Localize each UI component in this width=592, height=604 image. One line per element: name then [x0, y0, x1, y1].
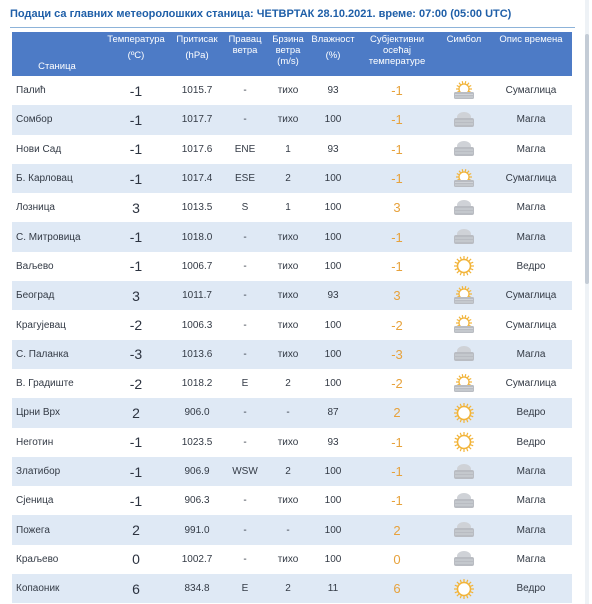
feels-like-cell: -1 [356, 135, 438, 164]
col-header-temp: Температура (ºC) [102, 32, 170, 76]
feels-like-cell: -1 [356, 457, 438, 486]
wind-speed-cell: тихо [266, 76, 310, 105]
station-cell: Пожега [12, 515, 102, 544]
humidity-cell: 93 [310, 428, 356, 457]
pressure-cell: 1013.5 [170, 193, 224, 222]
table-row [12, 574, 572, 603]
description-cell: Магла [490, 515, 572, 544]
symbol-cell [438, 281, 490, 310]
sun-icon [451, 255, 477, 277]
pressure-cell: 906.3 [170, 486, 224, 515]
wind-direction-cell: - [224, 310, 266, 339]
temperature-cell: -1 [102, 76, 170, 105]
temperature-cell: -1 [102, 457, 170, 486]
symbol-cell [438, 340, 490, 369]
pressure-cell: 906.9 [170, 457, 224, 486]
temperature-cell: -1 [102, 164, 170, 193]
humidity-cell: 93 [310, 76, 356, 105]
feels-like-cell: 3 [356, 281, 438, 310]
wind-direction-cell: - [224, 105, 266, 134]
wind-direction-cell: S [224, 193, 266, 222]
feels-like-cell: -1 [356, 76, 438, 105]
wind-direction-cell: - [224, 515, 266, 544]
table-row [12, 515, 572, 544]
table-row [12, 135, 572, 164]
humidity-cell: 100 [310, 545, 356, 574]
wind-speed-cell: 2 [266, 574, 310, 603]
feels-like-cell: -1 [356, 105, 438, 134]
fog-icon [451, 109, 477, 131]
wind-speed-cell: тихо [266, 310, 310, 339]
sun-icon [451, 402, 477, 424]
pressure-cell: 1006.3 [170, 310, 224, 339]
humidity-cell: 100 [310, 164, 356, 193]
station-cell: Палић [12, 76, 102, 105]
fog-icon [451, 461, 477, 483]
humidity-cell: 11 [310, 574, 356, 603]
symbol-cell [438, 135, 490, 164]
symbol-cell [438, 222, 490, 251]
pressure-cell: 1018.0 [170, 222, 224, 251]
col-header-wind-speed: Брзина ветра (m/s) [266, 32, 310, 76]
description-cell: Магла [490, 340, 572, 369]
humidity-cell: 100 [310, 252, 356, 281]
description-cell: Магла [490, 545, 572, 574]
table-row [12, 281, 572, 310]
table-row [12, 193, 572, 222]
pressure-cell: 1017.6 [170, 135, 224, 164]
temperature-cell: 3 [102, 281, 170, 310]
description-cell: Сумаглица [490, 281, 572, 310]
symbol-cell [438, 486, 490, 515]
temperature-cell: 2 [102, 398, 170, 427]
feels-like-cell: 2 [356, 398, 438, 427]
humidity-cell: 93 [310, 135, 356, 164]
description-cell: Магла [490, 457, 572, 486]
symbol-cell [438, 574, 490, 603]
station-cell: Краљево [12, 545, 102, 574]
table-row [12, 398, 572, 427]
wind-speed-cell: тихо [266, 340, 310, 369]
symbol-cell [438, 545, 490, 574]
description-cell: Сумаглица [490, 164, 572, 193]
description-cell: Ведро [490, 574, 572, 603]
description-cell: Ведро [490, 252, 572, 281]
symbol-cell [438, 76, 490, 105]
symbol-cell [438, 398, 490, 427]
description-cell: Магла [490, 486, 572, 515]
pressure-cell: 1018.2 [170, 369, 224, 398]
feels-like-cell: -1 [356, 222, 438, 251]
title-divider [10, 27, 575, 28]
description-cell: Магла [490, 135, 572, 164]
page-title: Подаци са главних метеоролошких станица: ЧЕТВРТАК 28.10.2021. време: 07:00 (05:00 UTC) [10, 8, 512, 20]
haze-icon [451, 373, 477, 395]
table-row [12, 222, 572, 251]
pressure-cell: 834.8 [170, 574, 224, 603]
wind-direction-cell: - [224, 428, 266, 457]
station-cell: Копаоник [12, 574, 102, 603]
feels-like-cell: 6 [356, 574, 438, 603]
humidity-cell: 100 [310, 457, 356, 486]
table-header-row [12, 32, 572, 76]
wind-direction-cell: - [224, 545, 266, 574]
temperature-cell: 0 [102, 545, 170, 574]
scrollbar-thumb[interactable] [585, 34, 589, 284]
table-row [12, 76, 572, 105]
symbol-cell [438, 457, 490, 486]
temperature-cell: -2 [102, 369, 170, 398]
station-cell: Ваљево [12, 252, 102, 281]
description-cell: Сумаглица [490, 369, 572, 398]
wind-speed-cell: 1 [266, 135, 310, 164]
table-row [12, 105, 572, 134]
wind-direction-cell: - [224, 281, 266, 310]
wind-direction-cell: - [224, 76, 266, 105]
station-cell: Црни Врх [12, 398, 102, 427]
table-row [12, 252, 572, 281]
wind-speed-cell: - [266, 515, 310, 544]
col-header-symbol: Симбол [438, 32, 490, 76]
pressure-cell: 1006.7 [170, 252, 224, 281]
humidity-cell: 100 [310, 486, 356, 515]
wind-direction-cell: E [224, 574, 266, 603]
symbol-cell [438, 310, 490, 339]
pressure-cell: 1002.7 [170, 545, 224, 574]
station-cell: Неготин [12, 428, 102, 457]
feels-like-cell: 0 [356, 545, 438, 574]
temperature-cell: -2 [102, 310, 170, 339]
wind-speed-cell: тихо [266, 545, 310, 574]
temperature-cell: -1 [102, 252, 170, 281]
station-cell: Златибор [12, 457, 102, 486]
fog-icon [451, 226, 477, 248]
symbol-cell [438, 252, 490, 281]
feels-like-cell: -1 [356, 164, 438, 193]
description-cell: Ведро [490, 398, 572, 427]
weather-table [12, 32, 572, 603]
table-row [12, 340, 572, 369]
humidity-cell: 100 [310, 340, 356, 369]
feels-like-cell: -3 [356, 340, 438, 369]
station-cell: Нови Сад [12, 135, 102, 164]
wind-direction-cell: ESE [224, 164, 266, 193]
symbol-cell [438, 164, 490, 193]
description-cell: Ведро [490, 428, 572, 457]
col-header-desc: Опис времена [490, 32, 572, 76]
wind-direction-cell: WSW [224, 457, 266, 486]
fog-icon [451, 490, 477, 512]
wind-speed-cell: 1 [266, 193, 310, 222]
station-cell: Сјеница [12, 486, 102, 515]
humidity-cell: 100 [310, 310, 356, 339]
wind-speed-cell: тихо [266, 428, 310, 457]
pressure-cell: 1013.6 [170, 340, 224, 369]
humidity-cell: 100 [310, 105, 356, 134]
humidity-cell: 100 [310, 222, 356, 251]
symbol-cell [438, 369, 490, 398]
symbol-cell [438, 193, 490, 222]
table-row [12, 457, 572, 486]
feels-like-cell: 3 [356, 193, 438, 222]
description-cell: Сумаглица [490, 76, 572, 105]
humidity-cell: 100 [310, 515, 356, 544]
station-cell: С. Митровица [12, 222, 102, 251]
description-cell: Магла [490, 222, 572, 251]
pressure-cell: 1017.4 [170, 164, 224, 193]
table-row [12, 486, 572, 515]
temperature-cell: 3 [102, 193, 170, 222]
fog-icon [451, 343, 477, 365]
haze-icon [451, 168, 477, 190]
temperature-cell: -1 [102, 428, 170, 457]
fog-icon [451, 197, 477, 219]
col-header-wind-dir: Правац ветра [224, 32, 266, 76]
feels-like-cell: -1 [356, 428, 438, 457]
temperature-cell: 2 [102, 515, 170, 544]
description-cell: Сумаглица [490, 310, 572, 339]
temperature-cell: -3 [102, 340, 170, 369]
humidity-cell: 87 [310, 398, 356, 427]
temperature-cell: 6 [102, 574, 170, 603]
table-row [12, 164, 572, 193]
haze-icon [451, 314, 477, 336]
station-cell: С. Паланка [12, 340, 102, 369]
feels-like-cell: -1 [356, 486, 438, 515]
haze-icon [451, 285, 477, 307]
wind-direction-cell: - [224, 486, 266, 515]
wind-speed-cell: 2 [266, 369, 310, 398]
temperature-cell: -1 [102, 135, 170, 164]
wind-direction-cell: ENE [224, 135, 266, 164]
col-header-humidity: Влажност (%) [310, 32, 356, 76]
pressure-cell: 1023.5 [170, 428, 224, 457]
humidity-cell: 93 [310, 281, 356, 310]
wind-direction-cell: - [224, 252, 266, 281]
pressure-cell: 906.0 [170, 398, 224, 427]
station-cell: Б. Карловац [12, 164, 102, 193]
description-cell: Магла [490, 193, 572, 222]
feels-like-cell: -2 [356, 310, 438, 339]
pressure-cell: 1015.7 [170, 76, 224, 105]
sun-icon [451, 578, 477, 600]
feels-like-cell: -1 [356, 252, 438, 281]
station-cell: Крагујевац [12, 310, 102, 339]
fog-icon [451, 548, 477, 570]
wind-speed-cell: тихо [266, 222, 310, 251]
fog-icon [451, 519, 477, 541]
symbol-cell [438, 515, 490, 544]
temperature-cell: -1 [102, 222, 170, 251]
symbol-cell [438, 105, 490, 134]
wind-direction-cell: - [224, 222, 266, 251]
wind-direction-cell: - [224, 340, 266, 369]
sun-icon [451, 431, 477, 453]
col-header-feels: Субјективни осећај температуре [356, 32, 438, 76]
haze-icon [451, 80, 477, 102]
table-row [12, 428, 572, 457]
wind-speed-cell: тихо [266, 105, 310, 134]
fog-icon [451, 138, 477, 160]
table-row [12, 310, 572, 339]
col-header-station: Станица [12, 32, 102, 76]
humidity-cell: 100 [310, 193, 356, 222]
station-cell: Београд [12, 281, 102, 310]
wind-speed-cell: тихо [266, 281, 310, 310]
table-row [12, 369, 572, 398]
wind-direction-cell: E [224, 369, 266, 398]
pressure-cell: 991.0 [170, 515, 224, 544]
wind-speed-cell: тихо [266, 252, 310, 281]
feels-like-cell: -2 [356, 369, 438, 398]
feels-like-cell: 2 [356, 515, 438, 544]
wind-speed-cell: тихо [266, 486, 310, 515]
station-cell: Сомбор [12, 105, 102, 134]
pressure-cell: 1017.7 [170, 105, 224, 134]
humidity-cell: 100 [310, 369, 356, 398]
wind-speed-cell: - [266, 398, 310, 427]
symbol-cell [438, 428, 490, 457]
pressure-cell: 1011.7 [170, 281, 224, 310]
description-cell: Магла [490, 105, 572, 134]
wind-direction-cell: - [224, 398, 266, 427]
wind-speed-cell: 2 [266, 457, 310, 486]
wind-speed-cell: 2 [266, 164, 310, 193]
temperature-cell: -1 [102, 486, 170, 515]
station-cell: Лозница [12, 193, 102, 222]
temperature-cell: -1 [102, 105, 170, 134]
col-header-pressure: Притисак (hPa) [170, 32, 224, 76]
table-row [12, 545, 572, 574]
station-cell: В. Градиште [12, 369, 102, 398]
